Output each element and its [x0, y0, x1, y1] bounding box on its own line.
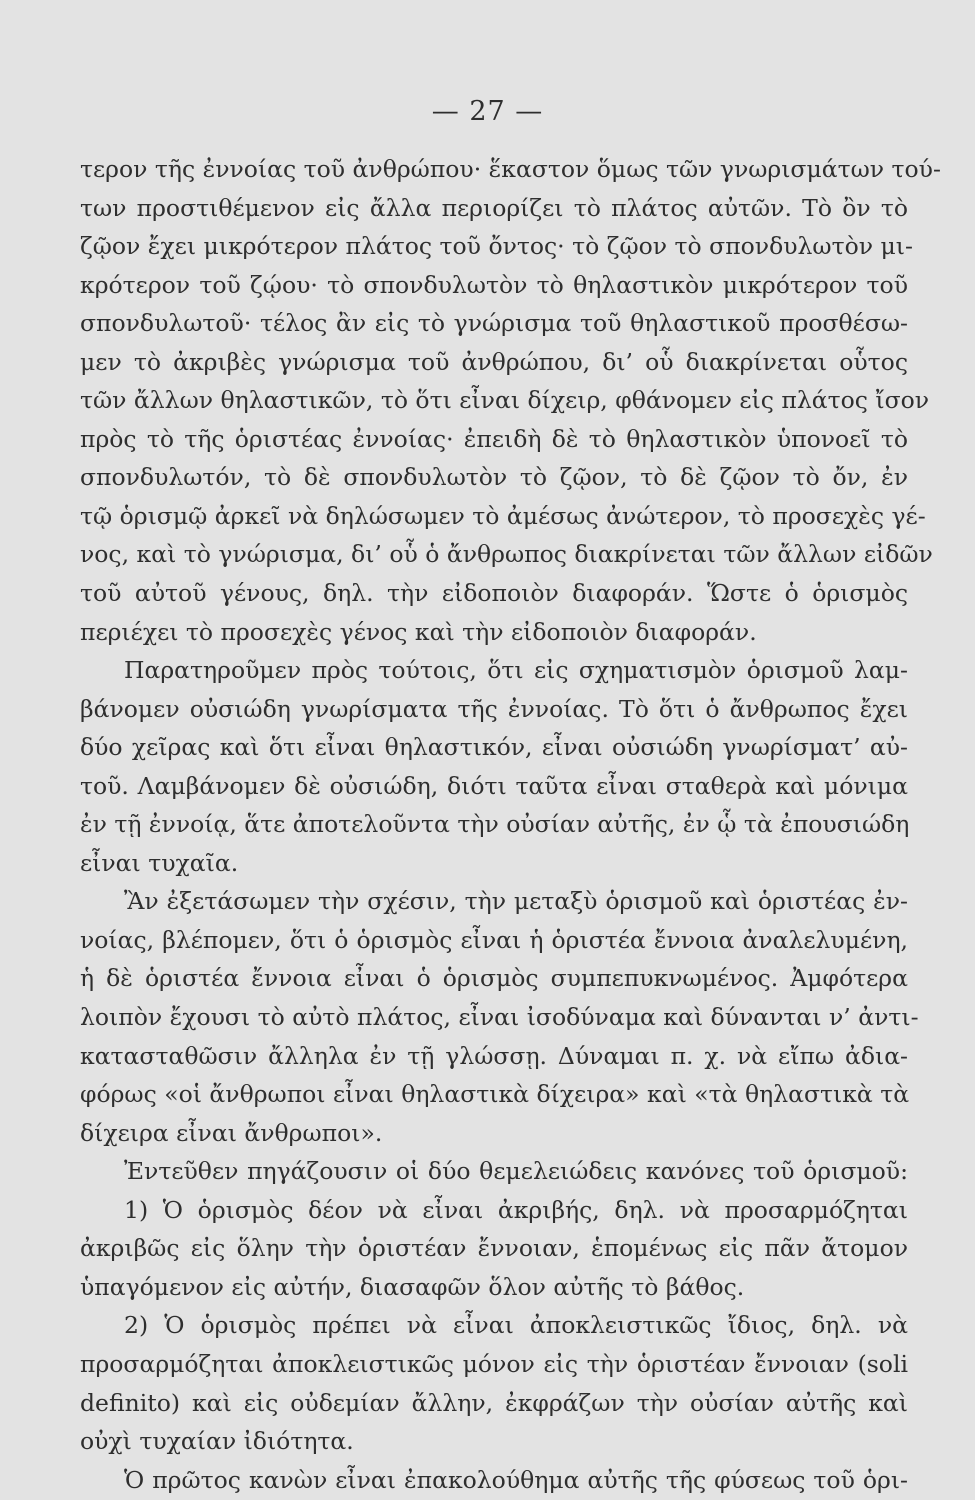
- text-line: πρὸς τὸ τῆς ὁριστέας ἐννοίας· ἐπειδὴ δὲ τὸ θηλαστικὸν ὑπονοεῖ τὸ: [80, 424, 908, 453]
- text-line: 1) Ὁ ὁρισμὸς δέον νὰ εἶναι ἀκριβής, δηλ. νὰ προσαρμόζηται: [124, 1195, 908, 1224]
- text-line: νοίας, βλέπομεν, ὅτι ὁ ὁρισμὸς εἶναι ἡ ὁριστέα ἔννοια ἀναλελυμένη,: [80, 925, 908, 954]
- text-line: τοῦ. Λαμβάνομεν δὲ οὐσιώδη, διότι ταῦτα εἶναι σταθερὰ καὶ μόνιμα: [80, 771, 908, 800]
- page-number: — 27 —: [431, 96, 544, 127]
- text-line: κρότερον τοῦ ζῴου· τὸ σπονδυλωτὸν τὸ θηλαστικὸν μικρότερον τοῦ: [80, 270, 908, 299]
- text-line: περιέχει τὸ προσεχὲς γένος καὶ τὴν εἰδοποιὸν διαφοράν.: [80, 617, 757, 646]
- text-line: σπονδυλωτόν, τὸ δὲ σπονδυλωτὸν τὸ ζῷον, τὸ δὲ ζῷον τὸ ὄν, ἐν: [80, 463, 908, 492]
- text-line: τῶν ἄλλων θηλαστικῶν, τὸ ὅτι εἶναι δίχειρ, φθάνομεν εἰς πλάτος ἴσον: [80, 386, 930, 415]
- text-line: 2) Ὁ ὁρισμὸς πρέπει νὰ εἶναι ἀποκλειστικῶς ἴδιος, δηλ. νὰ: [124, 1311, 908, 1340]
- text-line: νος, καὶ τὸ γνώρισμα, δι’ οὗ ὁ ἄνθρωπος διακρίνεται τῶν ἄλλων εἰδῶν: [80, 540, 933, 569]
- text-line: εἶναι τυχαῖα.: [80, 848, 239, 877]
- text-line: τερον τῆς ἐννοίας τοῦ ἀνθρώπου· ἕκαστον ὅμως τῶν γνωρισμάτων τού-: [80, 155, 941, 183]
- text-line: ὑπαγόμενον εἰς αὐτήν, διασαφῶν ὅλον αὐτῆς τὸ βάθος.: [80, 1272, 745, 1301]
- text-line: σπονδυλωτοῦ· τέλος ἂν εἰς τὸ γνώρισμα τοῦ θηλαστικοῦ προσθέσω-: [80, 309, 908, 338]
- body-text: [80, 150, 941, 1499]
- text-line: τοῦ αὐτοῦ γένους, δηλ. τὴν εἰδοποιὸν διαφοράν. Ὥστε ὁ ὁρισμὸς: [80, 579, 908, 608]
- text-line: δύο χεῖρας καὶ ὅτι εἶναι θηλαστικόν, εἶναι οὐσιώδη γνωρίσματ’ αὐ-: [80, 733, 908, 762]
- text-line: προσαρμόζηται ἀποκλειστικῶς μόνον εἰς τὴν ὁριστέαν ἔννοιαν (soli: [80, 1349, 908, 1378]
- text-line: Ὁ πρῶτος κανὼν εἶναι ἐπακολούθημα αὐτῆς τῆς φύσεως τοῦ ὁρι-: [124, 1465, 908, 1494]
- text-line: τῷ ὁρισμῷ ἀρκεῖ νὰ δηλώσωμεν τὸ ἀμέσως ἀνώτερον, τὸ προσεχὲς γέ-: [80, 501, 926, 530]
- text-line: λοιπὸν ἔχουσι τὸ αὐτὸ πλάτος, εἶναι ἰσοδύναμα καὶ δύνανται ν’ ἀντι-: [80, 1003, 919, 1032]
- text-line: Ἂν ἐξετάσωμεν τὴν σχέσιν, τὴν μεταξὺ ὁρισμοῦ καὶ ὁριστέας ἐν-: [124, 887, 908, 916]
- text-line: οὐχὶ τυχαίαν ἰδιότητα.: [80, 1427, 354, 1456]
- text-line: ἀκριβῶς εἰς ὅλην τὴν ὁριστέαν ἔννοιαν, ἑπομένως εἰς πᾶν ἄτομον: [80, 1234, 908, 1263]
- text-line: δίχειρα εἶναι ἄνθρωποι».: [80, 1118, 383, 1147]
- text-line: definito) καὶ εἰς οὐδεμίαν ἄλλην, ἐκφράζων τὴν οὐσίαν αὐτῆς καὶ: [80, 1388, 908, 1417]
- text-line: ἡ δὲ ὁριστέα ἔννοια εἶναι ὁ ὁρισμὸς συμπεπυκνωμένος. Ἀμφότερα: [80, 964, 908, 993]
- text-line: ζῷον ἔχει μικρότερον πλάτος τοῦ ὄντος· τὸ ζῷον τὸ σπονδυλωτὸν μι-: [80, 232, 913, 261]
- text-line: των προστιθέμενον εἰς ἄλλα περιορίζει τὸ πλάτος αὐτῶν. Τὸ ὂν τὸ: [80, 193, 908, 222]
- text-line: Ἐντεῦθεν πηγάζουσιν οἱ δύο θεμελειώδεις κανόνες τοῦ ὁρισμοῦ:: [124, 1157, 908, 1186]
- text-line: φόρως «οἱ ἄνθρωποι εἶναι θηλαστικὰ δίχειρα» καὶ «τὰ θηλαστικὰ τὰ: [80, 1080, 910, 1109]
- text-line: βάνομεν οὐσιώδη γνωρίσματα τῆς ἐννοίας. Τὸ ὅτι ὁ ἄνθρωπος ἔχει: [80, 694, 908, 723]
- text-line: Παρατηροῦμεν πρὸς τούτοις, ὅτι εἰς σχηματισμὸν ὁρισμοῦ λαμ-: [124, 656, 908, 685]
- text-line: μεν τὸ ἀκριβὲς γνώρισμα τοῦ ἀνθρώπου, δι’ οὗ διακρίνεται οὗτος: [80, 347, 908, 376]
- text-line: ἐν τῇ ἐννοίᾳ, ἅτε ἀποτελοῦντα τὴν οὐσίαν αὐτῆς, ἐν ᾧ τὰ ἐπουσιώδη: [80, 810, 910, 839]
- text-line: κατασταθῶσιν ἄλληλα ἐν τῇ γλώσσῃ. Δύναμαι π. χ. νὰ εἴπω ἀδια-: [80, 1041, 908, 1070]
